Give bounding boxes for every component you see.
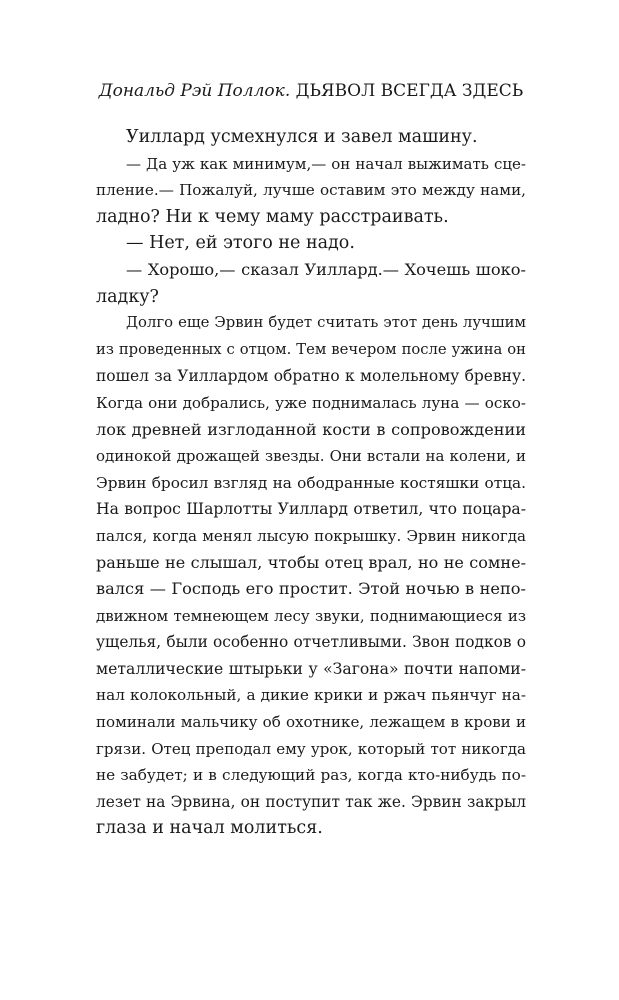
header-author: Дональд Рэй Поллок. (98, 81, 291, 101)
text-line: Уиллард усмехнулся и завел машину. (126, 127, 478, 147)
text-line: пление.— Пожалуй, лучше оставим это между нами, (96, 181, 526, 200)
text-line: Долго еще Эрвин будет считать этот день лучшим (126, 314, 526, 332)
body-text (96, 124, 526, 842)
text-line: — Хорошо,— сказал Уиллард.— Хочешь шоко- (126, 259, 526, 279)
text-line: глаза и начал молиться. (96, 818, 323, 839)
text-line: пался, когда менял лысую покрышку. Эрвин никогда (96, 526, 526, 545)
text-line: Когда они добрались, уже поднималась луна — оско- (96, 393, 526, 412)
text-line: грязи. Отец преподал ему урок, который тот никогда (96, 739, 526, 758)
text-line: ладно? Ни к чему маму расстраивать. (96, 206, 449, 227)
header-title: ДЬЯВОЛ ВСЕГДА ЗДЕСЬ (295, 81, 524, 101)
text-line: ладку? (96, 286, 159, 307)
text-line: Эрвин бросил взгляд на ободранные костяшки отца. (96, 473, 526, 492)
text-line: из проведенных с отцом. Тем вечером после ужина он (96, 340, 526, 358)
text-line: — Да уж как минимум,— он начал выжимать сце- (126, 154, 526, 173)
text-line: ущелья, были особенно отчетливыми. Звон подков о (96, 633, 526, 652)
running-header (96, 78, 526, 104)
text-line: металлические штырьки у «Загона» почти напоми- (96, 659, 526, 678)
text-line: движном темнеющем лесу звуки, поднимающиеся из (96, 606, 526, 625)
text-line: — Нет, ей этого не надо. (126, 233, 355, 254)
text-line: раньше не слышал, чтобы отец врал, но не сомне- (96, 552, 526, 572)
text-line: лок древней изглоданной кости в сопровождении (96, 419, 526, 439)
text-line: вался — Господь его простит. Этой ночью в непо- (96, 579, 526, 599)
text-line: не забудет; и в следующий раз, когда кто-нибудь по- (96, 766, 526, 785)
text-line: поминали мальчику об охотнике, лежащем в крови и (96, 713, 526, 732)
text-line: одинокой дрожащей звезды. Они встали на колени, и (96, 447, 526, 466)
text-line: пошел за Уиллардом обратно к молельному бревну. (96, 367, 526, 386)
text-line: нал колокольный, а дикие крики и ржач пьянчуг на- (96, 686, 526, 705)
text-line: На вопрос Шарлотты Уиллард ответил, что поцара- (96, 500, 526, 519)
text-line: лезет на Эрвина, он поступит так же. Эрвин закрыл (96, 792, 526, 811)
